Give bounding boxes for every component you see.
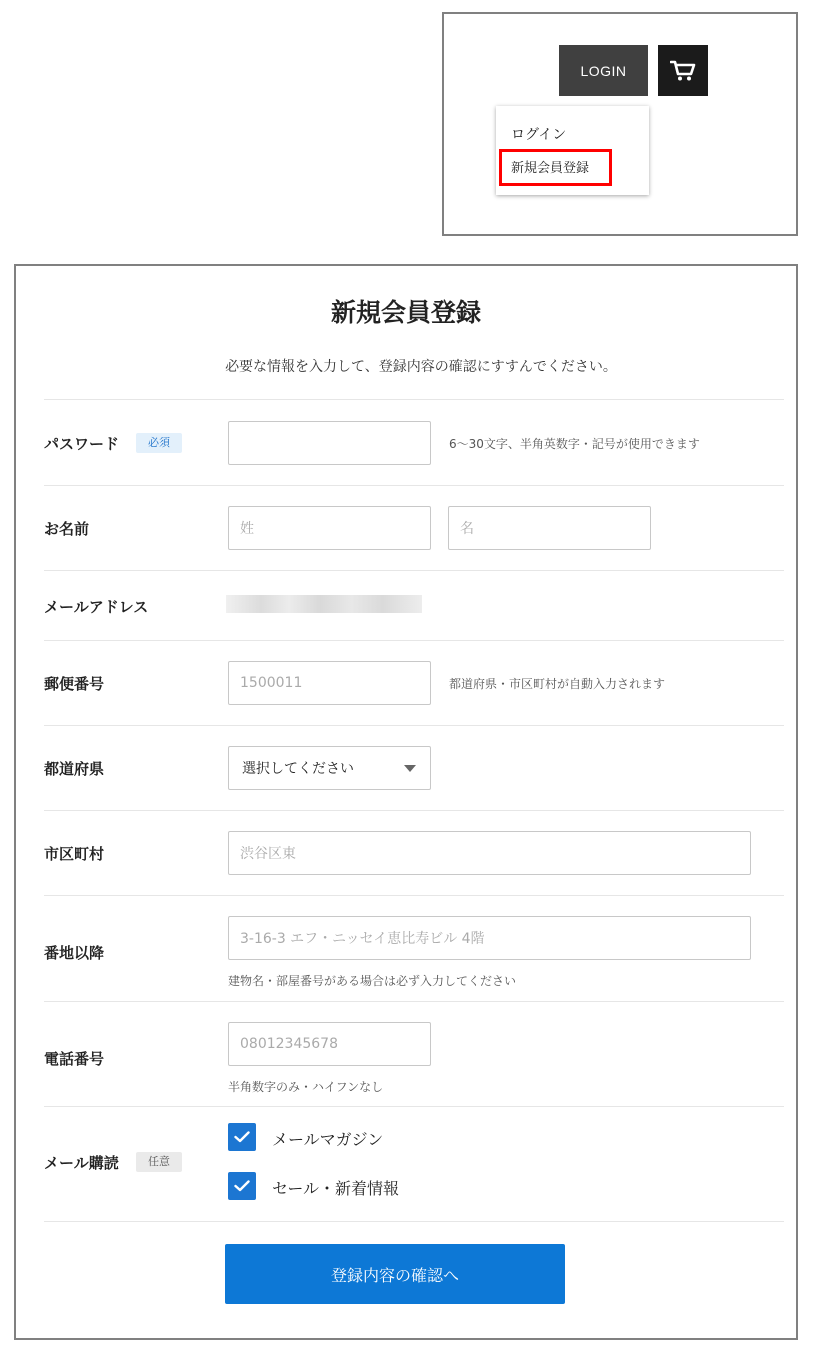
phone-input[interactable] xyxy=(228,1022,431,1066)
sale-news-checkbox[interactable] xyxy=(228,1172,256,1200)
optional-badge: 任意 xyxy=(136,1152,182,1172)
divider xyxy=(44,895,784,896)
prefecture-label: 都道府県 xyxy=(44,760,105,778)
phone-placeholder: 08012345678 xyxy=(240,1036,338,1052)
divider xyxy=(44,725,784,726)
cart-icon xyxy=(670,60,696,82)
phone-hint: 半角数字のみ・ハイフンなし xyxy=(228,1080,384,1094)
menu-item-login[interactable]: ログイン xyxy=(511,127,567,143)
divider xyxy=(44,1001,784,1002)
divider xyxy=(44,485,784,486)
password-input[interactable] xyxy=(228,421,431,465)
menu-item-register[interactable]: 新規会員登録 xyxy=(511,161,590,176)
header-panel xyxy=(442,12,798,236)
confirm-button[interactable]: 登録内容の確認へ xyxy=(225,1244,565,1304)
sale-news-label: セール・新着情報 xyxy=(272,1179,400,1198)
first-name-placeholder: 名 xyxy=(460,521,474,537)
address-placeholder: 3-16-3 エフ・ニッセイ恵比寿ビル 4階 xyxy=(240,931,485,947)
page-subtitle: 必要な情報を入力して、登録内容の確認にすすんでください。 xyxy=(225,359,617,375)
password-hint: 6〜30文字、半角英数字・記号が使用できます xyxy=(449,437,700,451)
phone-label: 電話番号 xyxy=(44,1050,105,1068)
last-name-input[interactable] xyxy=(228,506,431,550)
account-dropdown-menu xyxy=(496,106,649,195)
last-name-placeholder: 姓 xyxy=(240,521,254,537)
required-badge: 必須 xyxy=(136,433,182,453)
city-label: 市区町村 xyxy=(44,845,105,863)
city-input[interactable] xyxy=(228,831,751,875)
divider xyxy=(44,1221,784,1222)
postal-label: 郵便番号 xyxy=(44,675,105,693)
email-value-blurred xyxy=(226,595,422,613)
postal-placeholder: 1500011 xyxy=(240,675,303,691)
login-button[interactable]: LOGIN xyxy=(559,45,648,96)
postal-hint: 都道府県・市区町村が自動入力されます xyxy=(449,677,666,691)
divider xyxy=(44,640,784,641)
checkmark-icon xyxy=(234,1180,250,1192)
city-placeholder: 渋谷区東 xyxy=(240,846,296,862)
postal-input[interactable] xyxy=(228,661,431,705)
name-label: お名前 xyxy=(44,520,90,538)
password-label: パスワード xyxy=(44,435,120,453)
prefecture-select[interactable] xyxy=(228,746,431,790)
divider xyxy=(44,570,784,571)
chevron-down-icon xyxy=(404,765,416,772)
registration-form xyxy=(14,264,798,1340)
subscription-label: メール購読 xyxy=(44,1154,119,1172)
address-hint: 建物名・部屋番号がある場合は必ず入力してください xyxy=(228,974,517,988)
divider xyxy=(44,399,784,400)
checkmark-icon xyxy=(234,1131,250,1143)
address-label: 番地以降 xyxy=(44,944,105,962)
newsletter-checkbox[interactable] xyxy=(228,1123,256,1151)
email-label: メールアドレス xyxy=(44,598,149,616)
prefecture-selected-value: 選択してください xyxy=(242,761,354,777)
cart-button[interactable] xyxy=(658,45,708,96)
first-name-input[interactable] xyxy=(448,506,651,550)
page-title: 新規会員登録 xyxy=(330,298,481,327)
divider xyxy=(44,810,784,811)
address-input[interactable] xyxy=(228,916,751,960)
newsletter-label: メールマガジン xyxy=(272,1130,384,1149)
divider xyxy=(44,1106,784,1107)
